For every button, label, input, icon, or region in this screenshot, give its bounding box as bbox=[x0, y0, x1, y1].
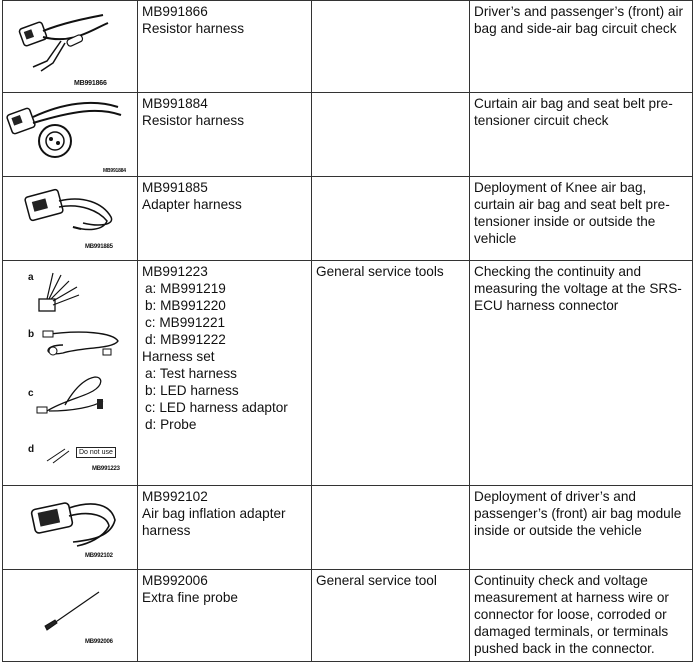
application-cell: Deployment of driver’s and passenger’s (front) air bag module inside or outside the vehicle bbox=[470, 486, 693, 570]
sub-part: d: MB991222 bbox=[145, 332, 226, 347]
tool-type-cell bbox=[312, 1, 470, 93]
part-number: MB991884 bbox=[142, 96, 208, 111]
special-tools-table bbox=[2, 0, 693, 662]
tool-type-cell bbox=[312, 486, 470, 570]
tool-illustration bbox=[3, 93, 138, 177]
adapter-harness-drawing bbox=[3, 486, 138, 570]
part-name: Resistor harness bbox=[142, 21, 244, 36]
part-name: Resistor harness bbox=[142, 113, 244, 128]
adapter-harness-drawing bbox=[3, 177, 138, 261]
part-number: MB991866 bbox=[142, 4, 208, 19]
tool-illustration bbox=[3, 177, 138, 261]
table-row bbox=[3, 177, 693, 261]
application-cell: Curtain air bag and seat belt pre-tensioner circuit check bbox=[470, 93, 693, 177]
part-number-caption: MB991885 bbox=[85, 244, 113, 250]
table-row bbox=[3, 570, 693, 662]
item-letter: c bbox=[28, 388, 34, 399]
table-row bbox=[3, 1, 693, 93]
tool-illustration bbox=[3, 486, 138, 570]
sub-part: c: MB991221 bbox=[145, 315, 226, 330]
table-row bbox=[3, 486, 693, 570]
part-name: Air bag inflation adapter harness bbox=[142, 506, 286, 538]
table-row bbox=[3, 261, 693, 486]
sub-part: b: LED harness bbox=[145, 383, 239, 398]
part-cell bbox=[138, 177, 312, 261]
part-name: Adapter harness bbox=[142, 197, 242, 212]
part-number: MB992006 bbox=[142, 573, 208, 588]
sub-part: b: MB991220 bbox=[145, 298, 226, 313]
part-cell bbox=[138, 486, 312, 570]
sub-part: d: Probe bbox=[145, 417, 197, 432]
harness-set-drawing bbox=[3, 261, 138, 486]
part-number: MB992102 bbox=[142, 489, 208, 504]
sub-part: a: Test harness bbox=[145, 366, 237, 381]
part-name: Harness set bbox=[142, 349, 215, 364]
tool-illustration bbox=[3, 261, 138, 486]
part-number-caption: MB991884 bbox=[103, 168, 126, 174]
application-cell: Continuity check and voltage measurement at harness wire or connector for loose, corroded or damaged terminals, or terminals pushed back in the connector. bbox=[470, 570, 693, 662]
part-cell bbox=[138, 261, 312, 486]
do-not-use-label: Do not use bbox=[76, 447, 116, 458]
tool-type-cell: General service tool bbox=[312, 570, 470, 662]
application-cell: Driver’s and passenger’s (front) air bag and side-air bag circuit check bbox=[470, 1, 693, 93]
sub-part: c: LED harness adaptor bbox=[145, 400, 288, 415]
item-letter: d bbox=[28, 444, 35, 455]
part-name: Extra fine probe bbox=[142, 590, 238, 605]
tool-illustration bbox=[3, 1, 138, 93]
tool-type-cell: General service tools bbox=[312, 261, 470, 486]
tool-type-cell bbox=[312, 93, 470, 177]
part-number-caption: MB992102 bbox=[85, 553, 113, 559]
part-number: MB991223 bbox=[142, 264, 208, 279]
part-cell bbox=[138, 1, 312, 93]
part-cell bbox=[138, 93, 312, 177]
part-number-caption: MB992006 bbox=[85, 639, 113, 645]
part-number-caption: MB991866 bbox=[74, 80, 107, 87]
resistor-harness-drawing bbox=[3, 1, 138, 93]
part-number: MB991885 bbox=[142, 180, 208, 195]
item-letter: a bbox=[28, 272, 34, 283]
probe-drawing bbox=[3, 570, 138, 662]
application-cell: Deployment of Knee air bag, curtain air bag and seat belt pre-tensioner inside or outside the vehicle bbox=[470, 177, 693, 261]
tool-type-cell bbox=[312, 177, 470, 261]
item-letter: b bbox=[28, 329, 35, 340]
table-row bbox=[3, 93, 693, 177]
tool-illustration bbox=[3, 570, 138, 662]
application-cell: Checking the continuity and measuring the voltage at the SRS-ECU harness connector bbox=[470, 261, 693, 486]
part-number-caption: MB991223 bbox=[92, 466, 120, 472]
part-cell bbox=[138, 570, 312, 662]
sub-part: a: MB991219 bbox=[145, 281, 226, 296]
